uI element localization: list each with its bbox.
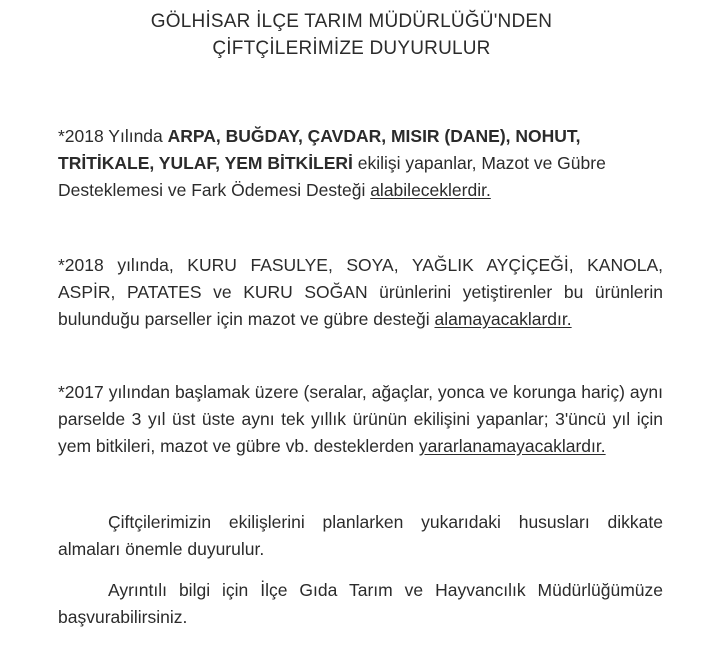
eligible-crops-list: ARPA, BUĞDAY, ÇAVDAR, MISIR (DANE), NOHUT, TRİTİKALE, YULAF, YEM BİTKİLERİ (58, 126, 581, 173)
paragraph-text: Çiftçilerimizin ekilişlerini planlarken yukarıdaki hususları dikkate almaları önemle duyurulur. (58, 512, 663, 559)
paragraph-planning-notice (58, 509, 663, 563)
paragraph-contact-info (58, 577, 663, 631)
header-line-2: ÇİFTÇİLERİMİZE DUYURULUR (212, 38, 491, 59)
paragraph-middle: ekilişi yapanlar, Mazot ve Gübre Desteklemesi ve Fark Ödemesi Desteği (58, 153, 606, 200)
eligible-emphasis: alabileceklerdir. (370, 180, 491, 200)
paragraph-text: *2018 yılında, KURU FASULYE, SOYA, YAĞLIK AYÇİÇEĞİ, KANOLA, ASPİR, PATATES ve KURU SOĞAN ürünlerini yetiştirenler bu ürünlerin bulunduğu parseller için mazot ve gübre desteği (58, 255, 663, 329)
header-line-1: GÖLHİSAR İLÇE TARIM MÜDÜRLÜĞÜ'NDEN (150, 11, 553, 32)
paragraph-prefix: *2018 Yılında (58, 126, 168, 146)
paragraph-text: *2017 yılından başlamak üzere (seralar, ağaçlar, yonca ve korunga hariç) aynı parselde 3 yıl üst üste aynı tek yıllık ürünün ekilişini yapanlar; 3'üncü yıl için yem bitkileri, mazot ve gübre vb. desteklerden (58, 382, 663, 456)
announcement-header (0, 8, 703, 62)
paragraph-ineligible-crops (58, 252, 663, 333)
paragraph-eligible-crops (58, 123, 663, 204)
rotation-emphasis: yararlanamayacaklardır. (418, 436, 606, 456)
paragraph-rotation-rule (58, 379, 663, 460)
ineligible-emphasis: alamayacaklardır. (434, 309, 572, 329)
paragraph-text: Ayrıntılı bilgi için İlçe Gıda Tarım ve Hayvancılık Müdürlüğümüze başvurabilirsiniz. (58, 580, 663, 627)
